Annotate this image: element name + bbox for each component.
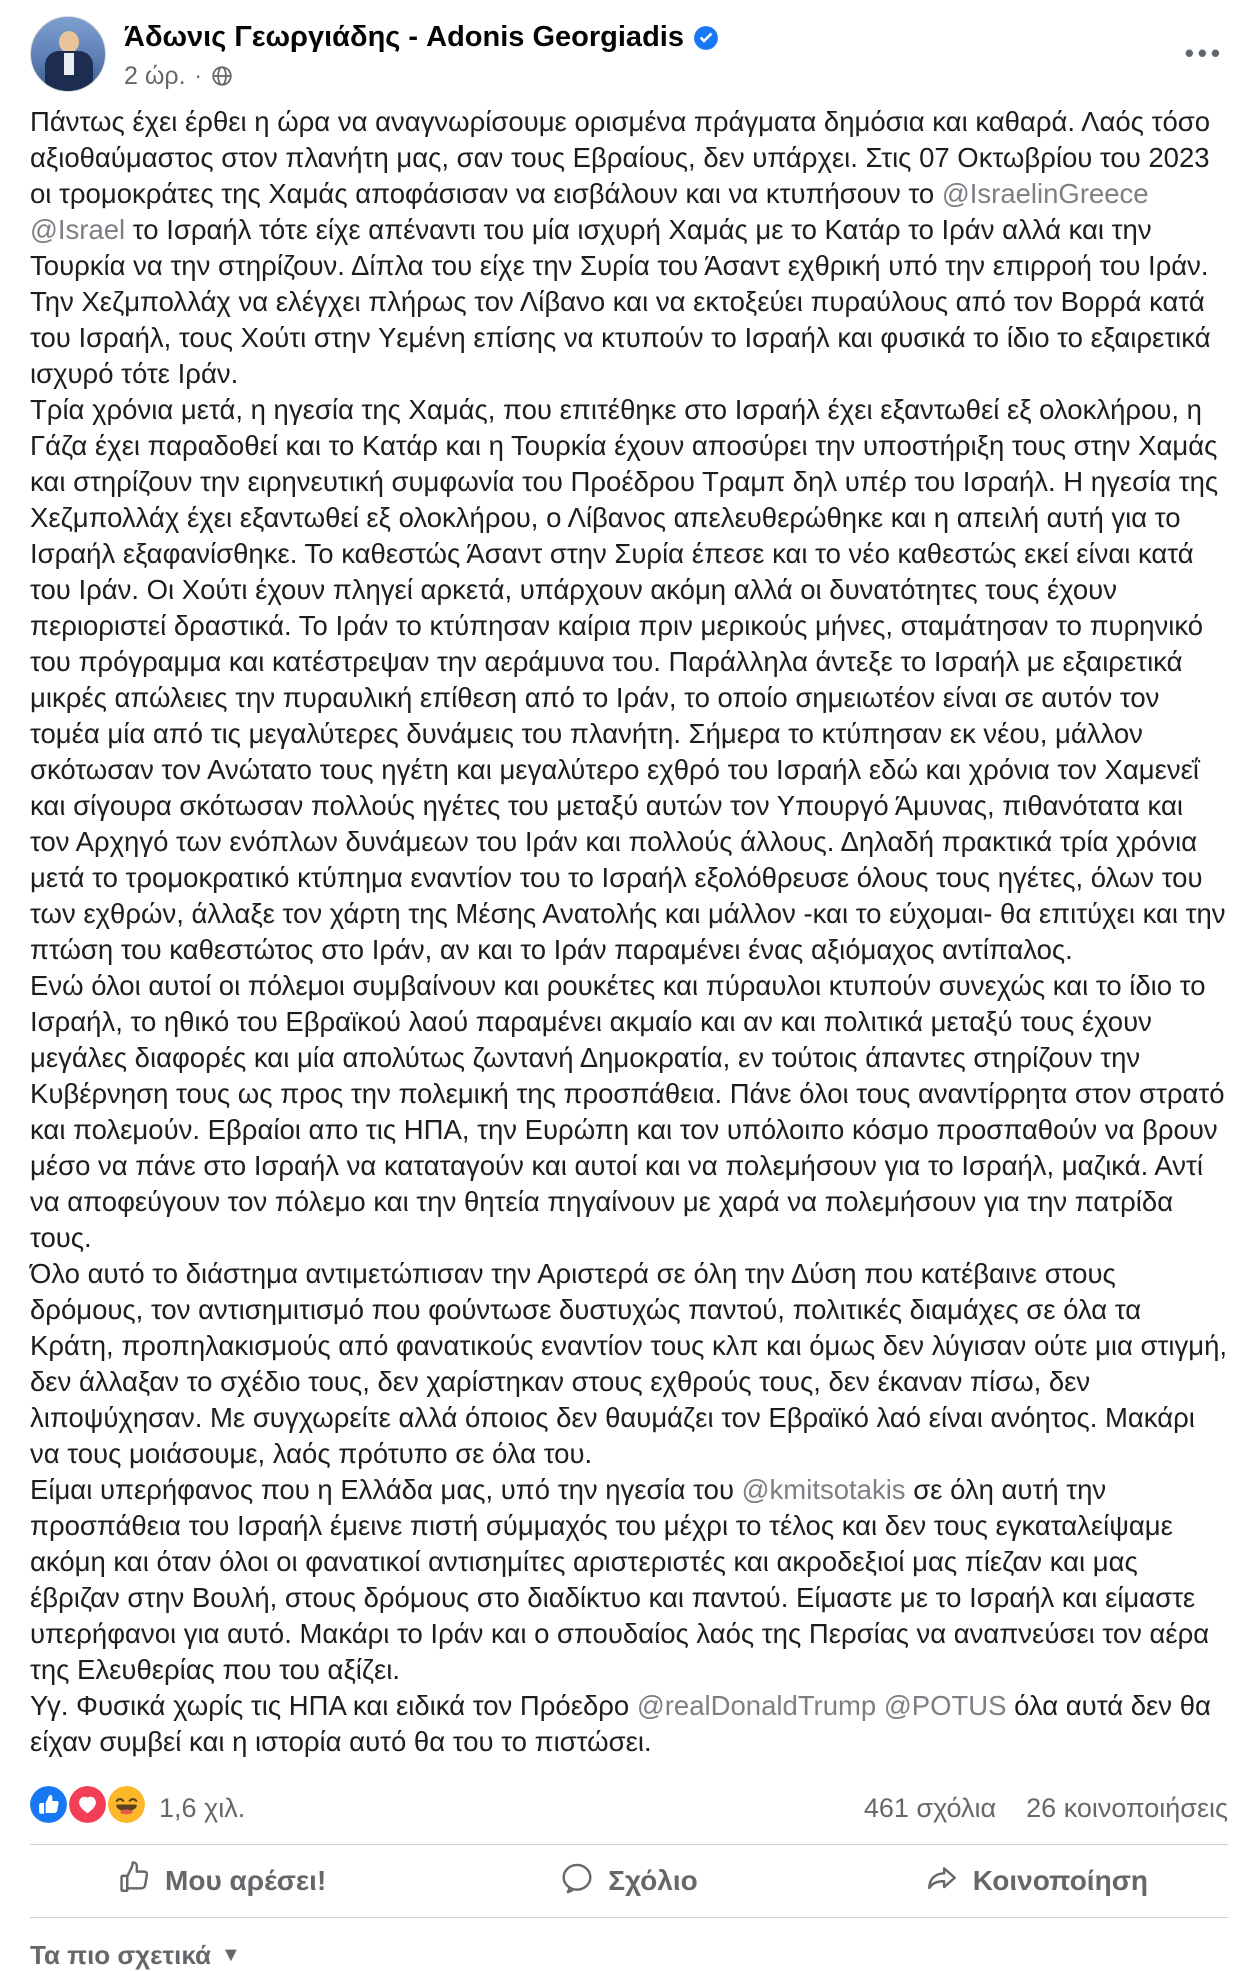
mention-link[interactable]: @realDonaldTrump [636,1690,877,1721]
avatar-person-shirt [64,53,74,75]
post-text [0,92,1258,1760]
post-paragraph [30,1688,1228,1760]
post-text-segment: όλα αυτά δεν θα είχαν συμβεί και η ιστορία αυτό θα του το πιστώσει. [30,1690,1211,1757]
post-text-segment: Ενώ όλοι αυτοί οι πόλεμοι συμβαίνουν και ρουκέτες και πύραυλοι κτυπούν συνεχώς και το ίδιο το Ισραήλ, το ηθικό του Εβραϊκού λαού παραμένει ακμαίο και αν και πολιτικά μεταξύ τους έχουν μεγάλες διαφορές και μία απολύτως ζωντανή Δημοκρατία, εν τούτοις άπαντες στηρίζουν την Κυβέρνηση τους ως προς την πολεμική της προσπάθεια. Πάνε όλοι τους αναντίρρητα στον στρατό και πολεμούν. Εβραίοι απο τις ΗΠΑ, την Ευρώπη και τον υπόλοιπο κόσμο προσπαθούν να βρουν μέσο να πάνε στο Ισραήλ να καταταγούν και αυτοί και να πολεμήσουν για το Ισραήλ, μαζικά. Αντί να αποφεύγουν τον πόλεμο και την θητεία πηγαίνουν με χαρά να πολεμήσουν για την πατρίδα τους. [30,970,1225,1253]
thumbs-up-icon [117,1861,151,1902]
post-paragraph [30,104,1228,392]
comment-bubble-icon [560,1861,594,1902]
engagement-bar [0,1760,1258,1844]
post-text-segment [876,1690,884,1721]
mention-link[interactable]: @kmitsotakis [741,1474,906,1505]
author-name[interactable]: Άδωνις Γεωργιάδης - Adonis Georgiadis [124,21,684,53]
mention-link[interactable]: @POTUS [883,1690,1007,1721]
share-button-label: Κοινοποίηση [972,1865,1148,1896]
mention-link[interactable]: @IsraelinGreece [941,178,1149,209]
meta-separator: · [194,63,202,89]
post-text-segment: Τρία χρόνια μετά, η ηγεσία της Χαμάς, που επιτέθηκε στο Ισραήλ έχει εξαντωθεί εξ ολοκλήρου, η Γάζα έχει παραδοθεί και το Κατάρ και η Τουρκία έχουν αποσύρει την υποστήριξη τους στην Χαμάς και στηρίζουν την ειρηνευτική συμφωνία του Προέδρου Τραμπ δηλ υπέρ του Ισραήλ. Η ηγεσία της Χεζμπολλάχ έχει εξαντωθεί εξ ολοκλήρου, ο Λίβανος απελευθερώθηκε και η απειλή αυτή για το Ισραήλ εξαφανίσθηκε. Το καθεστώς Άσαντ στην Συρία έπεσε και το νέο καθεστώς εκεί είναι κατά του Ιράν. Οι Χούτι έχουν πληγεί αρκετά, υπάρχουν ακόμη αλλά οι δυνατότητες τους έχουν περιοριστεί δραστικά. Το Ιράν το κτύπησαν καίρια πριν μερικούς μήνες, σταμάτησαν το πυρηνικό του πρόγραμμα και κατέστρεψαν την αεράμυνα του. Παράλληλα άντεξε το Ισραήλ με εξαιρετικά μικρές απώλειες την πυραυλική επίθεση από το Ιράν, το οποίο σημειωτέον είναι σε αυτόν τον τομέα μία από τις μεγαλύτερες δυνάμεις του πλανήτη. Σήμερα το κτύπησαν εκ νέου, μάλλον σκότωσαν τον Ανώτατο τους ηγέτη και μεγαλύτερο εχθρό του Ισραήλ εδώ και χρόνια τον Χαμενεΐ και σίγουρα σκότωσαν πολλούς ηγέτες του μεταξύ αυτών τον Υπουργό Άμυνας, πιθανότατα και τον Αρχηγό των ενόπλων δυνάμεων του Ιράν και πολλούς άλλους. Δηλαδή πρακτικά τρία χρόνια μετά το τρομοκρατικό κτύπημα εναντίον του το Ισραήλ εξολόθρευσε όλους τους ηγέτες, όλων του των εχθρών, άλλαξε τον χάρτη της Μέσης Ανατολής και μάλλον -και το εύχομαι- θα επιτύχει και την πτώση του καθεστώτος στο Ιράν, αν και το Ιράν παραμένει ένας αξιόμαχος αντίπαλος. [30,394,1226,965]
mention-link[interactable]: @Israel [30,214,126,245]
comment-button-label: Σχόλιο [608,1865,698,1896]
post-options-menu[interactable]: ••• [1184,38,1224,68]
post-paragraph [30,1472,1228,1688]
share-button[interactable] [833,1851,1240,1911]
post-paragraph [30,1256,1228,1472]
like-button-label: Μου αρέσει! [165,1865,327,1896]
avatar-person-head [59,31,79,53]
post-text-segment: Πάντως έχει έρθει η ώρα να αναγνωρίσουμε ορισμένα πράγματα δημόσια και καθαρά. Λαός τόσο αξιοθαύμαστος στον πλανήτη μας, σαν τους Εβραίους, δεν υπάρχει. Στις 07 Οκτωβρίου του 2023 οι τρομοκράτες της Χαμάς αποφάσισαν να εισβάλουν και να κτυπήσουν το [30,106,1211,209]
haha-reaction-icon[interactable] [108,1786,145,1830]
chevron-down-icon: ▼ [220,1944,241,1966]
post-text-segment: Είμαι υπερήφανος που η Ελλάδα μας, υπό την ηγεσία του [30,1474,742,1505]
post-text-segment: σε όλη αυτή την προσπάθεια του Ισραήλ έμεινε πιστή σύμμαχός του μέχρι το τέλος και δεν τους εγκαταλείψαμε ακόμη και όταν όλοι οι φανατικοί αντισημίτες αριστεριστές και ακροδεξιοί μας πίεζαν και μας έβριζαν στην Βουλή, στους δρόμους στο διαδίκτυο και παντού. Είμαστε με το Ισραήλ και είμαστε υπερήφανοι για αυτό. Μακάρι το Ιράν και ο σπουδαίος λαός της Περσίας να αναπνεύσει τον αέρα της Ελευθερίας που του αξίζει. [30,1474,1210,1685]
reaction-count[interactable]: 1,6 χιλ. [159,1792,246,1823]
verified-badge-icon [693,25,719,51]
love-reaction-icon[interactable] [69,1786,106,1830]
reaction-icons [30,1786,147,1830]
comments-sort-dropdown[interactable] [0,1918,1258,1971]
header-info [124,16,1181,91]
like-button[interactable] [18,1851,425,1911]
post-paragraph [30,392,1228,968]
like-reaction-icon[interactable] [30,1786,67,1830]
avatar[interactable] [30,16,106,92]
post-text-segment: το Ισραήλ τότε είχε απέναντι του μία ισχυρή Χαμάς με το Κατάρ το Ιράν αλλά και την Τουρκία να την στηρίζουν. Δίπλα του είχε την Συρία του Άσαντ εχθρική υπό την επιρροή του Ιράν. Την Χεζμπολλάχ να ελέγχει πλήρως τον Λίβανο και να εκτοξεύει πυραύλους από τον Βορρά κατά του Ισραήλ, τους Χούτι στην Υεμένη επίσης να κτυπούν το Ισραήλ και φυσικά το ίδιο το εξαιρετικά ισχυρό τότε Ιράν. [30,214,1211,389]
post-text-segment: Υγ. Φυσικά χωρίς τις ΗΠΑ και ειδικά τον Πρόεδρο [30,1690,637,1721]
post-text-segment: Όλο αυτό το διάστημα αντιμετώπισαν την Αριστερά σε όλη την Δύση που κατέβαινε στους δρόμους, τον αντισημιτισμό που φούντωσε δυστυχώς παντού, πολιτικές διαμάχες σε όλα τα Κράτη, προπηλακισμούς από φανατικούς εναντίον τους κλπ και όμως δεν λύγισαν ούτε μια στιγμή, δεν άλλαξαν το σχέδιο τους, δεν χαρίστηκαν στους εχθρούς τους, δεν έκαναν πίσω, δεν λιποψύχησαν. Με συγχωρείτε αλλά όποιος δεν θαυμάζει τον Εβραϊκό λαό είναι ανόητος. Μακάρι να τους μοιάσουμε, λαός πρότυπο σε όλα του. [30,1258,1228,1469]
shares-count[interactable]: 26 κοινοποιήσεις [1026,1792,1228,1823]
comments-sort-label: Τα πιο σχετικά [30,1940,211,1970]
comment-button[interactable] [425,1851,832,1911]
share-arrow-icon [925,1861,959,1902]
post-paragraph [30,968,1228,1256]
post-header [0,0,1258,92]
action-bar [0,1845,1258,1917]
comments-count[interactable]: 461 σχόλια [863,1792,997,1823]
globe-privacy-icon [211,65,233,87]
timestamp[interactable]: 2 ώρ. [124,61,186,90]
